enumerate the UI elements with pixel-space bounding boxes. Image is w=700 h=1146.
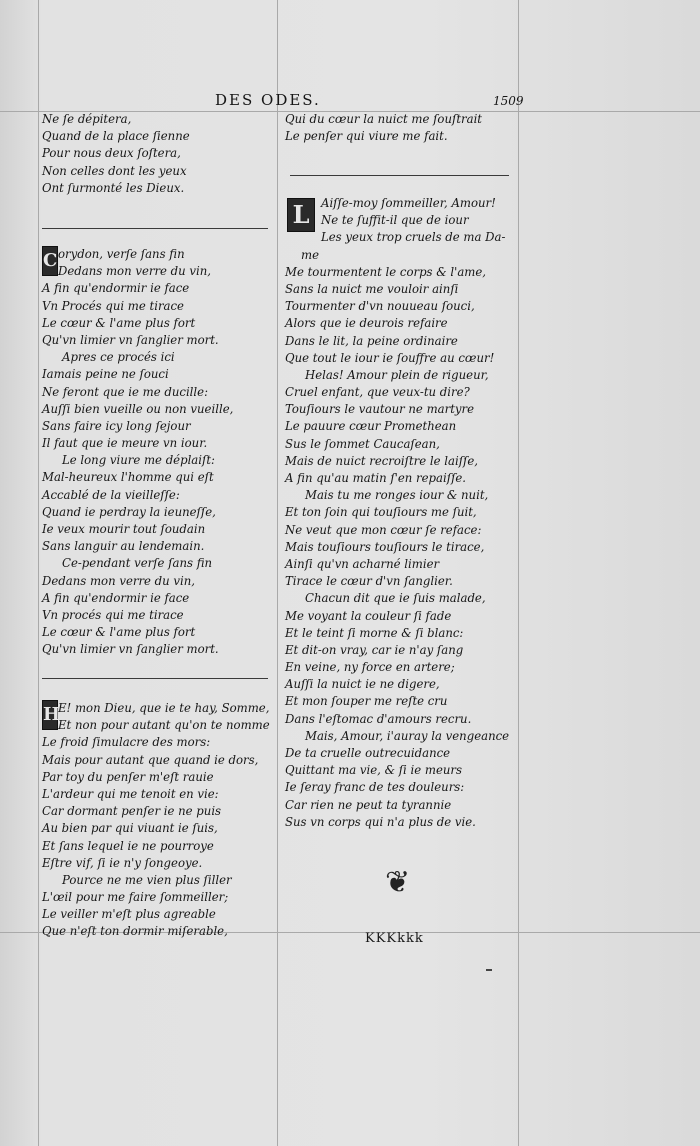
running-title: DES ODES. <box>215 91 321 109</box>
verse-line: A fin qu'endormir ie face <box>42 281 190 296</box>
ink-speck <box>486 969 492 971</box>
verse-line: Apres ce procés ici <box>62 350 175 365</box>
verse-line: Le cœur & l'ame plus fort <box>42 625 196 640</box>
verse-line: Vn procés qui me tirace <box>42 607 184 622</box>
verse-line: Alors que ie deurois refaire <box>285 316 448 331</box>
verse-line: Qu'vn limier vn ſanglier mort. <box>42 332 219 347</box>
verse-line: Sus le ſommet Caucaſean, <box>285 436 440 451</box>
verse-line: E! mon Dieu, que ie te hay, Somme, <box>58 701 270 715</box>
verse-line: Ie veux mourir tout ſoudain <box>42 522 206 536</box>
verse-line: Par toy du penſer m'eſt rauie <box>42 769 214 784</box>
drop-cap: C <box>42 246 58 276</box>
verse-line: Helas! Amour plein de rigueur, <box>305 367 489 382</box>
verse-line: Dans l'eſtomac d'amours recru. <box>285 711 472 726</box>
verse-line: Sans languir au lendemain. <box>42 539 205 554</box>
left-column <box>42 111 278 939</box>
verse-line: Et non pour autant qu'on te nomme <box>58 718 270 733</box>
verse-line: Et ton ſoin qui touſiours me ſuit, <box>285 505 477 520</box>
verse-line: Sus vn corps qui n'a plus de vie. <box>285 814 476 829</box>
verse-line: orydon, verſe ſans fin <box>58 247 185 261</box>
verse-line: Que tout le iour ie ſouffre au cœur! <box>285 350 495 365</box>
ode-amour <box>285 195 515 831</box>
verse-line: Dedans mon verre du vin, <box>42 573 195 588</box>
right-column <box>285 111 517 836</box>
verse-line: Sans la nuict me vouloir ainſi <box>285 281 459 296</box>
drop-cap: L <box>287 198 315 232</box>
verse-line: Mal-heureux l'homme qui eſt <box>42 470 214 485</box>
verse-line: Ont ſurmonté les Dieux. <box>42 180 185 195</box>
verse-line: L'ardeur qui me tenoit en vie: <box>42 786 219 801</box>
verse-line: Dans le lit, la peine ordinaire <box>285 333 458 348</box>
verse-line: Eſtre vif, ſi ie n'y ſongeoye. <box>42 855 203 870</box>
verse-line: Pource ne me vien plus ſiller <box>62 872 232 887</box>
page-number: 1509 <box>493 94 524 108</box>
verse-line: Qu'vn limier vn ſanglier mort. <box>42 642 219 657</box>
verse-line: Aiſſe-moy ſommeiller, Amour! <box>321 196 496 210</box>
verse-line: Le penſer qui viure me fait. <box>285 129 448 144</box>
verse-line: En veine, ny force en artere; <box>285 660 455 675</box>
verse-line: Touſiours le vautour ne martyre <box>285 402 475 417</box>
verse-line: Iamais peine ne ſouci <box>42 367 169 382</box>
verse-line: Auſſi la nuict ie ne digere, <box>285 677 440 692</box>
verse-line: Tirace le cœur d'vn ſanglier. <box>285 574 453 589</box>
ode-ending <box>42 111 272 197</box>
verse-line: Mais, Amour, i'auray la vengeance <box>305 728 510 743</box>
verse-line: Tourmenter d'vn nouueau ſouci, <box>285 299 475 314</box>
verse-line: Ainſi qu'vn acharné limier <box>285 556 440 571</box>
verse-line: Il faut que ie meure vn iour. <box>42 436 208 451</box>
verse-line: L'œil pour me faire ſommeiller; <box>42 890 229 905</box>
verse-line: Mais tu me ronges iour & nuit, <box>305 488 489 503</box>
verse-line: Le veiller m'eſt plus agreable <box>42 907 216 922</box>
verse-line: Mais de nuict recroiſtre le laiſſe, <box>285 453 478 468</box>
section-divider <box>42 678 268 679</box>
verse-line: Chacun dit que ie ſuis malade, <box>305 591 486 606</box>
verse-line: Ie ſeray franc de tes douleurs: <box>285 780 465 795</box>
verse-line: Quand ie perdray la ieuneſſe, <box>42 504 216 519</box>
verse-line: Mais touſiours touſiours le tirace, <box>285 539 485 554</box>
verse-line: Le cœur & l'ame plus fort <box>42 315 196 330</box>
verse-line: Mais pour autant que quand ie dors, <box>42 752 259 767</box>
verse-line: Dedans mon verre du vin, <box>58 264 211 279</box>
ruling-line <box>38 0 39 1146</box>
verse-line: Me voyant la couleur ſi fade <box>285 608 452 623</box>
verse-line: A fin qu'au matin ſ'en repaiſſe. <box>285 471 467 485</box>
verse-line: Et dit-on vray, car ie n'ay ſang <box>285 642 464 657</box>
verse-line: Au bien par qui viuant ie ſuis, <box>42 821 218 836</box>
verse-line: Ne feront que ie me ducille: <box>42 384 209 399</box>
ode-ending <box>285 111 515 145</box>
verse-line: Car dormant penſer ie ne puis <box>42 804 222 819</box>
verse-line: Les yeux trop cruels de ma Da- <box>321 230 506 245</box>
verse-line: Ne ſe dépitera, <box>42 112 132 126</box>
verse-line: Le long viure me déplaiſt: <box>62 453 215 468</box>
ruling-line <box>518 0 519 1146</box>
drop-cap: H <box>42 700 58 730</box>
verse-line: Ne te ſuffit-il que de iour <box>321 213 469 228</box>
verse-line: Et le teint ſi morne & ſi blanc: <box>285 625 464 640</box>
verse-line: Que n'eſt ton dormir miſerable, <box>42 924 228 939</box>
section-divider <box>290 175 509 176</box>
signature-mark: KKKkkk <box>365 931 424 946</box>
verse-line: Vn Procés qui me tirace <box>42 298 184 313</box>
ode-somme <box>42 700 272 941</box>
verse-line: Quittant ma vie, & ſi ie meurs <box>285 763 462 778</box>
verse-line: A fin qu'endormir ie face <box>42 590 190 605</box>
verse-line: Qui du cœur la nuict me ſouſtrait <box>285 112 483 126</box>
verse-line: Pour nous deux ſoſtera, <box>42 146 181 161</box>
verse-line: Ne veut que mon cœur ſe reface: <box>285 522 482 537</box>
ode-corydon <box>42 246 272 659</box>
verse-line: Me tourmentent le corps & l'ame, <box>285 264 487 279</box>
verse-line: Auſſi bien vueille ou non vueille, <box>42 401 234 416</box>
verse-line: Car rien ne peut ta tyrannie <box>285 797 452 812</box>
verse-line: Le froid ſimulacre des mors: <box>42 735 211 750</box>
verse-line: Cruel enfant, que veux-tu dire? <box>285 385 470 400</box>
verse-line: Accablé de la vieilleſſe: <box>42 487 180 502</box>
verse-line: Et mon ſouper me reſte cru <box>285 694 448 709</box>
verse-line: Et ſans lequel ie ne pourroye <box>42 838 214 853</box>
verse-line: Ce-pendant verſe ſans fin <box>62 556 213 571</box>
section-divider <box>42 228 268 229</box>
verse-line: De ta cruelle outrecuidance <box>285 746 451 760</box>
verse-line: Non celles dont les yeux <box>42 163 187 178</box>
verse-line: Sans faire icy long ſejour <box>42 418 191 433</box>
verse-line: Le pauure cœur Promethean <box>285 419 457 434</box>
verse-line: Quand de la place ſienne <box>42 129 190 144</box>
verse-line: me <box>301 247 319 262</box>
fleuron-ornament-icon: ❦ <box>385 865 411 900</box>
